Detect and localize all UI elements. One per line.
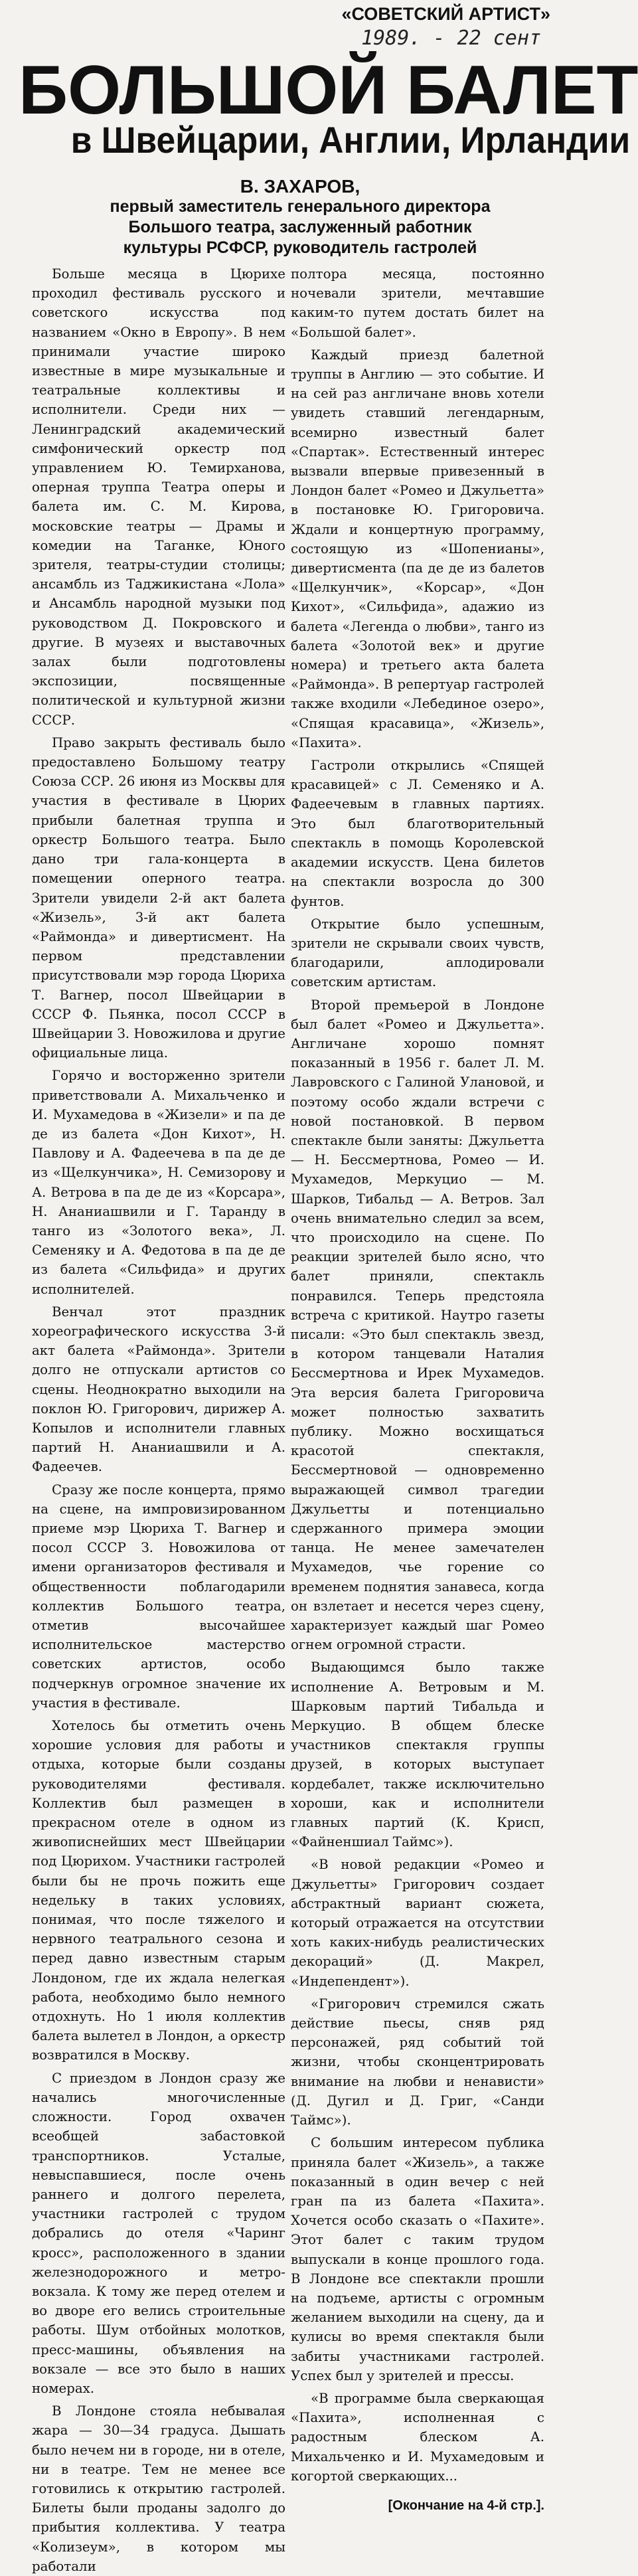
headline: БОЛЬШОЙ БАЛЕТ <box>19 52 638 129</box>
paragraph: Горячо и восторженно зрители приветствовали А. Михальченко и И. Мухамедова в «Жизели» и па де де из балета «Дон Кихот», Н. Павлову и А. Фадеечева в па де де из «Щелкунчика», Н. Семизорову и А. Ветрова в па де де из «Корсара», Н. Ананиашвили и Г. Таранду в танго из «Золотого века», Л. Семеняку и А. Федотова в па де де из балета «Сильфида» и других исполнителей. <box>32 1068 285 1297</box>
subheadline: в Швейцарии, Англии, Ирландии <box>70 119 631 161</box>
author-title-line-2: Большого театра, заслуженный работник <box>128 218 472 236</box>
paragraph: «В программе была сверкающая «Пахита», исполненная с радостным блеском А. Михальченко и И. Мухамедовым и когортой сверкающих... <box>291 2390 544 2484</box>
handwritten-date: 1989. - 22 сент <box>361 27 541 50</box>
author-name: В. ЗАХАРОВ, <box>240 176 360 197</box>
paragraph: Венчал этот праздник хореографического искусства 3-й акт балета «Раймонда». Зрители долго не отпускали артистов со сцены. Неоднократно выходили на поклон Ю. Григорович, дирижер А. Копылов и исполнители главных партий Н. Ананиашвили и А. Фадеечев. <box>32 1304 285 1475</box>
author-title-line-3: культуры РСФСР, руководитель гастролей <box>123 238 477 257</box>
continuation-note: [Окончание на 4-й стр.]. <box>388 2498 544 2513</box>
paragraph: Сразу же после концерта, прямо на сцене, на импровизированном приеме мэр Цюриха Т. Вагнер и посол СССР З. Новожилова от имени организаторов фестиваля и общественности поблагодарили коллектив Большого театра, отметив высочайшее исполнительское мастерство советских артистов, особо подчеркнув огромное значение их участия в фестивале. <box>32 1482 285 1711</box>
paragraph: Второй премьерой в Лондоне был балет «Ромео и Джульетта». Англичане хорошо помнят показанный в 1956 г. балет Л. М. Лавровского с Галиной Улановой, и поэтому особо ждали встречи с новой постановкой. В первом спектакле были заняты: Джульетта — Н. Бессмертнова, Ромео — И. Мухамедов, Меркуцио — М. Шарков, Тибальд — А. Ветров. Зал очень внимательно следил за всем, что происходило на сцене. По реакции зрителей было ясно, что балет приняли, спектакль понравился. Теперь предстояла встреча с критикой. Наутро газеты писали: «Это был спектакль звезд, в котором танцевали Наталия Бессмертнова и Ирек Мухамедов. Эта версия балета Григоровича может полностью захватить публику. Можно восхищаться красотой спектакля, Бессмертновой — одновременно выражающей символ трагедии Джульетты и потенциально сдержанного примера эмоции танца. Не менее замечателен Мухамедов, чье горение со временем поднятия занавеса, когда он взлетает и несется через сцену, характеризует каждый шаг Ромео огнем огромной страсти. <box>291 997 544 1653</box>
paragraph: Каждый приезд балетной труппы в Англию — это событие. И на сей раз англичане вновь хотели увидеть ставший легендарным, всемирно известный балет «Спартак». Естественный интерес вызвали впервые привезенный в Лондон балет «Ромео и Джульетта» в постановке Ю. Григоровича. Ждали и концертную программу, состоящую из «Шопенианы», дивертисмента (па де де из балетов «Щелкунчик», «Корсар», «Дон Кихот», «Сильфида», адажио из балета «Легенда о любви», танго из балета «Золотой век» и другие номера) и третьего акта балета «Раймонда». В репертуар гастролей также входили «Лебединое озеро», «Спящая красавица», «Жизель», «Пахита». <box>291 347 544 750</box>
paragraph: Открытие было успешным, зрители не скрывали своих чувств, благодарили, аплодировали советским артистам. <box>291 916 544 990</box>
author-title-line-1: первый заместитель генерального директора <box>110 197 491 216</box>
paragraph: В Лондоне стояла небывалая жара — 30—34 градуса. Дышать было нечем ни в городе, ни в отеле, ни в театре. Тем не менее все готовились к открытию гастролей. Билеты были проданы задолго до прибытия коллектива. У театра «Колизеум», в котором мы работали <box>32 2403 285 2574</box>
paragraph: Выдающимся было также исполнение А. Ветровым и М. Шарковым партий Тибальда и Меркуцио. В общем блеске участников спектакля группы друзей, в которых выступает кордебалет, также исключительно хороши, как и исполнители главных партий (К. Крисп, «Файненшиал Таймс»). <box>291 1660 544 1850</box>
paragraph: С приездом в Лондон сразу же начались многочисленные сложности. Город охвачен всеобщей забастовкой транспортников. Усталые, невыспавшиеся, после очень раннего и долгого перелета, участники гастролей с трудом добрались до отеля «Чаринг кросс», расположенного в здании железнодорожного и метро-вокзала. К тому же перед отелем и во дворе его велись строительные работы. Шум отбойных молотков, пресс-машины, объявления на вокзале — все это было в наших номерах. <box>32 2070 285 2396</box>
paragraph: Гастроли открылись «Спящей красавицей» с Л. Семеняко и А. Фадеечевым в главных партиях. Это был благотворительный спектакль в помощь Королевской академии искусств. Цена билетов на спектакли возросла до 300 фунтов. <box>291 758 544 909</box>
newspaper-name: «СОВЕТСКИЙ АРТИСТ» <box>341 4 550 24</box>
paragraph: «В новой редакции «Ромео и Джульетты» Григорович создает абстрактный вариант сюжета, который отражается на отсутствии хоть каких-нибудь реалистических декораций» (Д. Макрел, «Индепендент»). <box>291 1857 544 1989</box>
paragraph: «Григорович стремился сжать действие пьесы, сняв ряд персонажей, ряд событий той жизни, чтобы сконцентрировать внимание на любви и ненависти» (Д. Дугил и Д. Григ, «Санди Таймс»). <box>291 1996 544 2128</box>
paragraph: Хотелось бы отметить очень хорошие условия для работы и отдыха, которые были созданы руководителями фестиваля. Коллектив был размещен в прекрасном отеле в одном из живописнейших мест Швейцарии под Цюрихом. Участники гастролей были бы не прочь пожить еще недельку в таких условиях, понимая, что после тяжелого и нервного театрального сезона и перед давно известным старым Лондоном, где их ждала нелегкая работа, необходимо было немного отдохнуть. Но 1 июля коллектив балета вылетел в Лондон, а оркестр возвратился в Москву. <box>32 1718 285 2063</box>
right-column <box>291 264 544 2513</box>
paragraph: Право закрыть фестиваль было предоставлено Большому театру Союза ССР. 26 июня из Москвы для участия в фестивале в Цюрих прибыли балетная труппа и оркестр Большого театра. Было дано три гала-концерта в помещении оперного театра. Зрители увидели 2-й акт балета «Жизель», 3-й акт балета «Раймонда» и дивертисмент. На первом представлении присутствовали мэр города Цюриха Т. Вагнер, посол Швейцарии в СССР Ф. Пьянка, посол СССР в Швейцарии З. Новожилова и другие официальные лица. <box>32 734 285 1061</box>
paragraph: Больше месяца в Цюрихе проходил фестиваль русского и советского искусства под названием «Окно в Европу». В нем принимали участие широко известные в мире музыкальные и театральные коллективы и исполнители. Среди них — Ленинградский академический симфонический оркестр под управлением Ю. Темирханова, оперная труппа Театра оперы и балета им. С. М. Кирова, московские театры — Драмы и комедии на Таганке, Юного зрителя, театры-студии столицы; ансамбль из Таджикистана «Лола» и Ансамбль народной музыки под руководством Д. Покровского и другие. В музеях и выставочных залах были подготовлены экспозиции, посвященные политической и культурной жизни СССР. <box>32 266 285 728</box>
left-column <box>32 264 285 2574</box>
paragraph: полтора месяца, постоянно ночевали зрители, мечтавшие каким-то путем достать билет на «Большой балет». <box>291 266 544 340</box>
paragraph: С большим интересом публика приняла балет «Жизель», а также показанный в один вечер с ней гран па из балета «Пахита». Хочется особо сказать о «Пахите». Этот балет с таким трудом выпускали в конце прошлого года. В Лондоне все спектакли прошли на подъеме, артисты с огромным желанием выходили на сцену, да и кулисы во время спектакля были забиты участниками гастролей. Успех был у зрителей и прессы. <box>291 2135 544 2383</box>
